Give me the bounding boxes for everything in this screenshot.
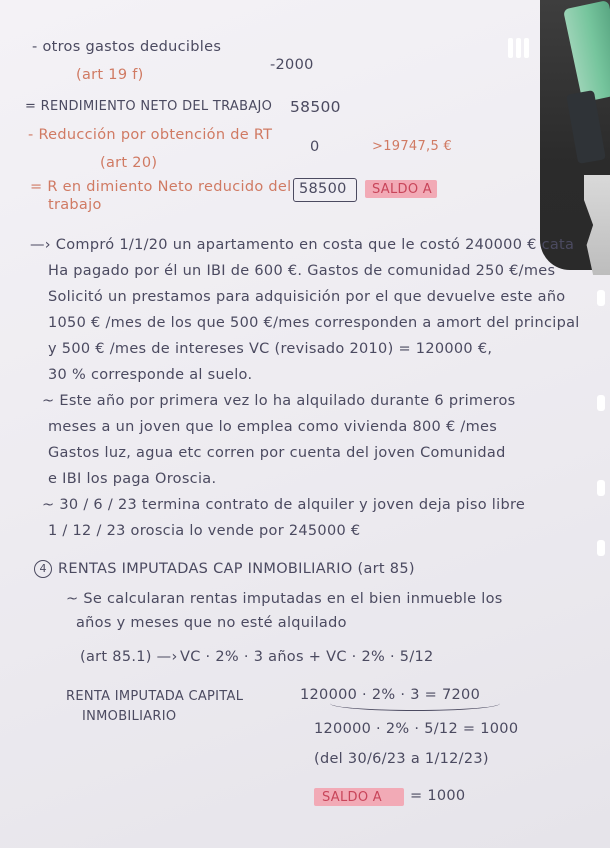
statement-line-12: 1 / 12 / 23 oroscia lo vende por 245000 €: [48, 523, 361, 539]
statement-line-6: 30 % corresponde al suelo.: [48, 367, 253, 383]
art20-ref: (art 20): [100, 155, 158, 171]
statement-line-7: ~ Este año por primera vez lo ha alquilado durante 6 primeros: [42, 393, 516, 409]
statement-line-11: ~ 30 / 6 / 23 termina contrato de alquiler y joven deja piso libre: [42, 497, 526, 513]
rendimiento-neto-line: = RENDIMIENTO NETO DEL TRABAJO: [25, 99, 273, 114]
statement-line-2: Ha pagado por él un IBI de 600 €. Gastos de comunidad 250 €/mes: [48, 263, 556, 279]
section-line-1: ~ Se calcularan rentas imputadas en el bien inmueble los: [66, 591, 503, 607]
section-title: RENTAS IMPUTADAS CAP INMOBILIARIO (art 85): [58, 561, 415, 577]
statement-line-10: e IBI los paga Oroscia.: [48, 471, 217, 487]
calc-line-1: 120000 · 2% · 3 = 7200: [300, 687, 481, 703]
section-number-circle: 4: [34, 560, 52, 578]
formula: VC · 2% · 3 años + VC · 2% · 5/12: [180, 649, 434, 665]
statement-line-9: Gastos luz, agua etc corren por cuenta del joven Comunidad: [48, 445, 506, 461]
statement-line-8: meses a un joven que lo emplea como vivienda 800 € /mes: [48, 419, 498, 435]
reduccion-line: - Reducción por obtención de RT: [28, 127, 273, 143]
calc-line-3: (del 30/6/23 a 1/12/23): [314, 751, 489, 767]
squiggle-cross-out: [330, 696, 500, 711]
renta-label-2: INMOBILIARIO: [82, 709, 177, 724]
saldo-a-label-2: SALDO A: [322, 790, 382, 805]
trabajo-word: trabajo: [48, 197, 102, 213]
statement-line-3: Solicitó un prestamos para adquisición por el que devuelve este año: [48, 289, 566, 305]
saldo-value: = 1000: [410, 788, 466, 804]
formula-label: (art 85.1) —›: [80, 649, 178, 665]
rendimiento-box-value: 58500: [299, 181, 347, 197]
statement-line-4: 1050 € /mes de los que 500 €/mes corresponden a amort del principal: [48, 315, 580, 331]
statement-line-1: —› Compró 1/1/20 un apartamento en costa que le costó 240000 € cata: [30, 237, 575, 253]
art19-ref: (art 19 f): [76, 67, 144, 83]
reduccion-value: 0: [310, 139, 320, 155]
section-line-2: años y meses que no esté alquilado: [76, 615, 347, 631]
reduccion-note: >19747,5 €: [372, 139, 453, 154]
otros-gastos-value: -2000: [270, 57, 314, 73]
calc-line-2: 120000 · 2% · 5/12 = 1000: [314, 721, 519, 737]
rendimiento-reducido-line: = R en dimiento Neto reducido del: [30, 179, 292, 195]
statement-line-5: y 500 € /mes de intereses VC (revisado 2010) = 120000 €,: [48, 341, 493, 357]
saldo-a-label-1: SALDO A: [372, 182, 432, 197]
rendimiento-neto-value: 58500: [290, 98, 341, 116]
otros-gastos-line: - otros gastos deducibles: [32, 39, 222, 55]
renta-label-1: RENTA IMPUTADA CAPITAL: [66, 689, 244, 704]
